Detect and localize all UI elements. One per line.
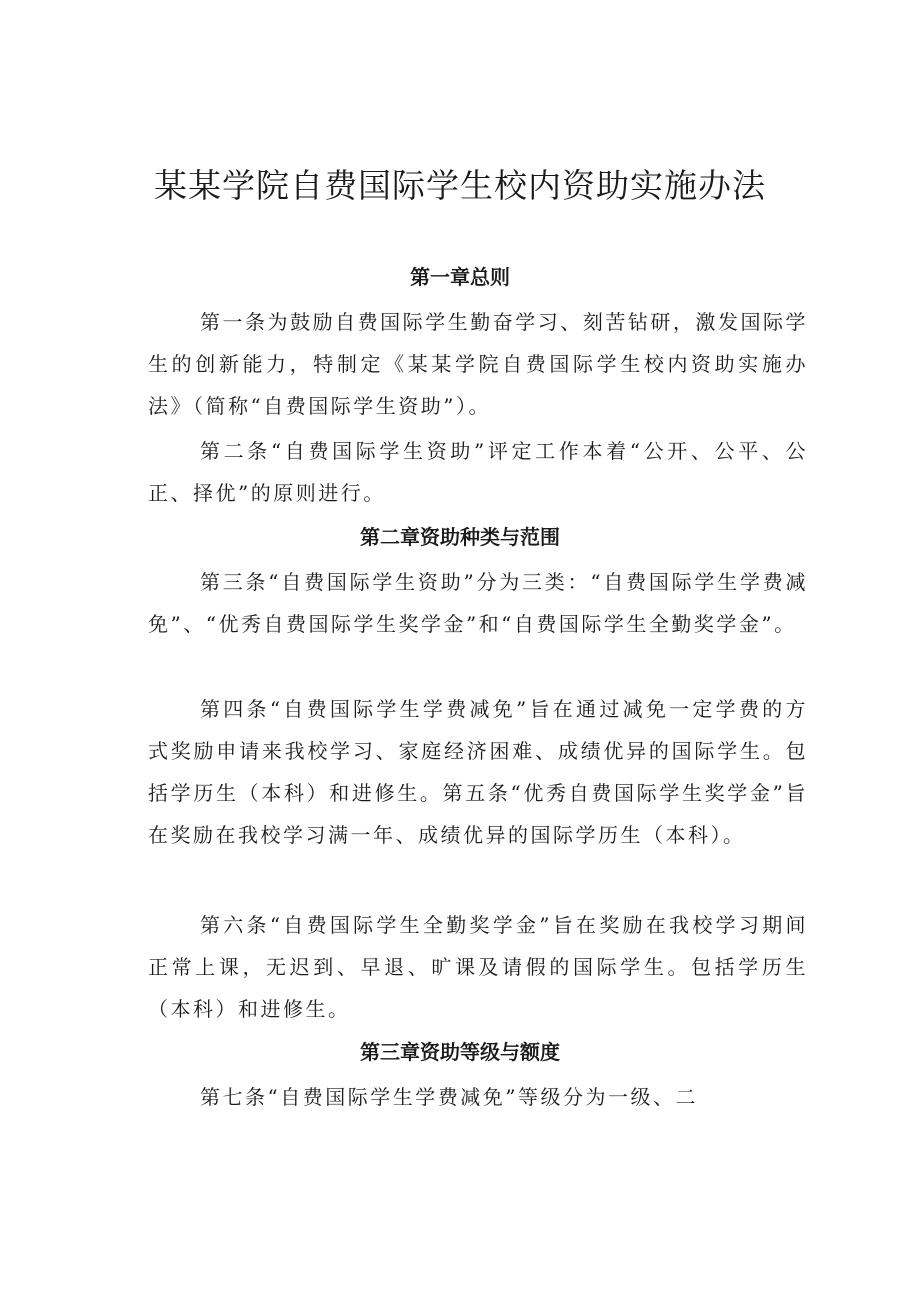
article-6: 第六条“自费国际学生全勤奖学金”旨在奖励在我校学习期间正常上课，无迟到、早退、旷课及请假的国际学生。包括学历生（本科）和进修生。 (148, 913, 808, 1021)
chapter-3-heading: 第三章资助等级与额度 (360, 1040, 560, 1064)
article-2: 第二条“自费国际学生资助”评定工作本着“公开、公平、公正、择优”的原则进行。 (148, 439, 808, 505)
chapter-2-heading: 第二章资助种类与范围 (360, 525, 560, 549)
article-7: 第七条“自费国际学生学费减免”等级分为一级、二 (200, 1085, 698, 1109)
chapter-1-heading: 第一章总则 (410, 265, 510, 289)
article-1: 第一条为鼓励自费国际学生勤奋学习、刻苦钻研，激发国际学生的创新能力，特制定《某某学院自费国际学生校内资助实施办法》（简称“自费国际学生资助”）。 (148, 310, 808, 418)
article-4-5: 第四条“自费国际学生学费减免”旨在通过减免一定学费的方式奖励申请来我校学习、家庭经济困难、成绩优异的国际学生。包括学历生（本科）和进修生。第五条“优秀自费国际学生奖学金”旨在奖励在我校学习满一年、成绩优异的国际学历生（本科）。 (148, 697, 808, 847)
article-3: 第三条“自费国际学生资助”分为三类：“自费国际学生学费减免”、“优秀自费国际学生奖学金”和“自费国际学生全勤奖学金”。 (148, 570, 808, 636)
document-title: 某某学院自费国际学生校内资助实施办法 (154, 166, 766, 205)
